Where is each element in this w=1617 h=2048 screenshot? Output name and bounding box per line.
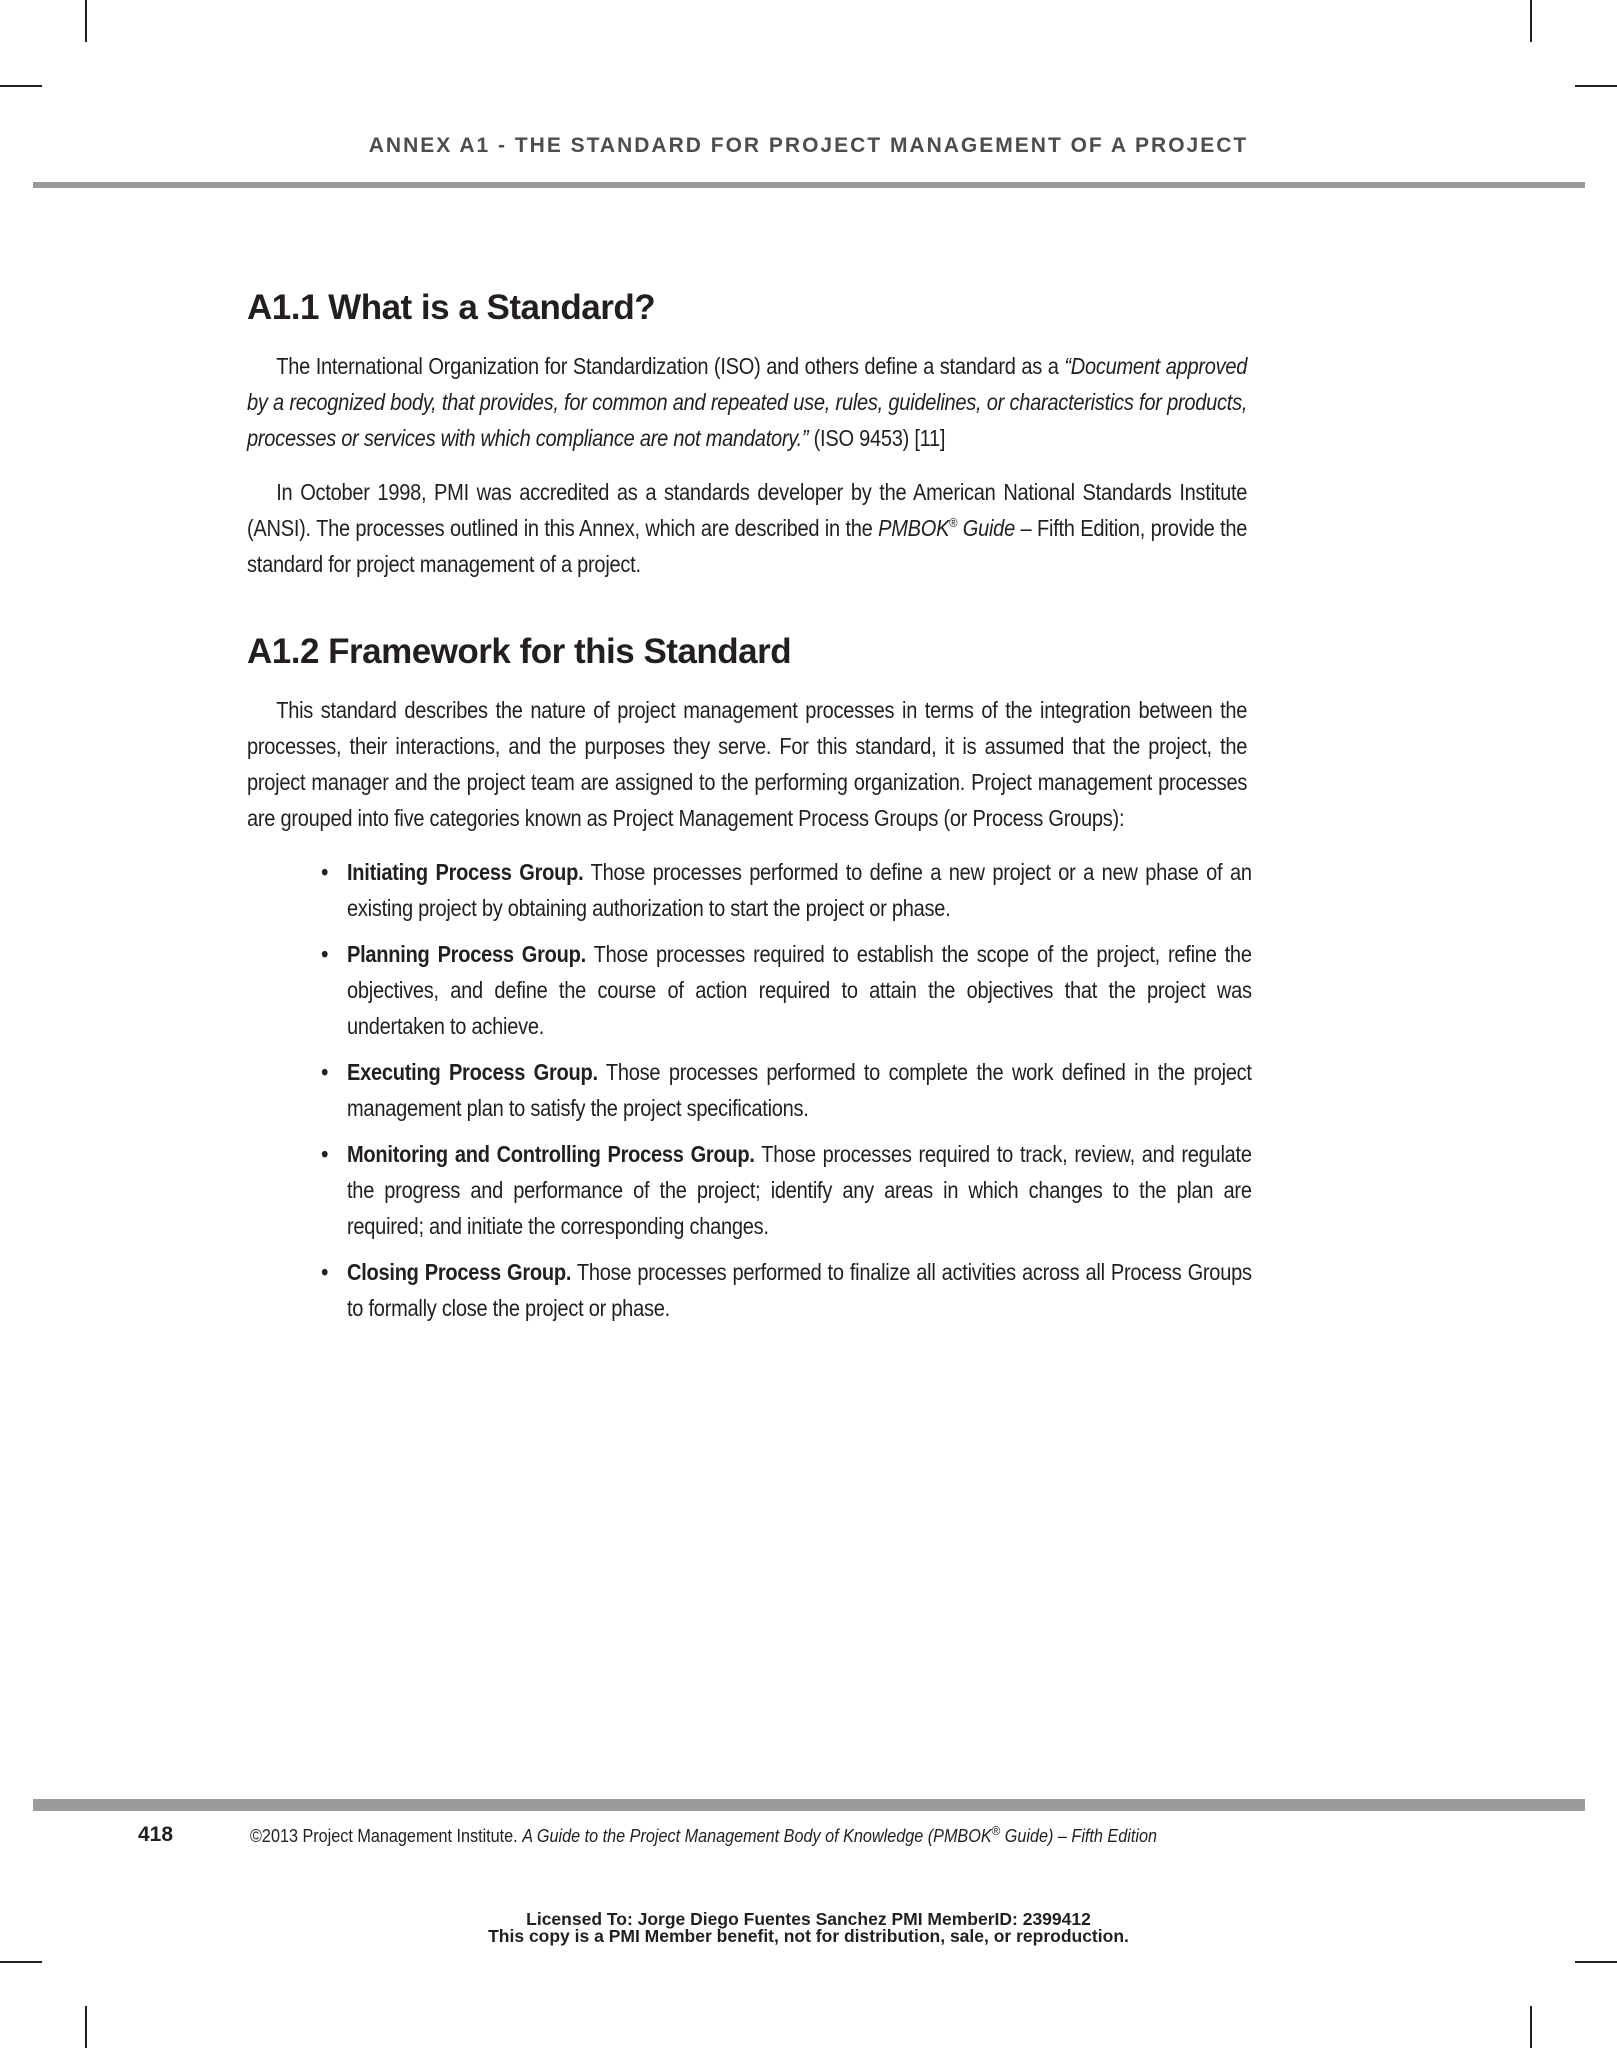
bullet: • (321, 941, 328, 967)
paragraph-text: The International Organization for Standardization (ISO) and others define a standard as a (276, 353, 1065, 379)
bullet: • (321, 859, 328, 885)
list-item-term: Monitoring and Controlling Process Group. (347, 1141, 755, 1167)
list-item-term: Executing Process Group. (347, 1059, 598, 1085)
bullet: • (321, 1059, 328, 1085)
page-body (247, 288, 1407, 1336)
paragraph-framework-intro: This standard describes the nature of project management processes in terms of the integration between the processes, their interactions, and the purposes they serve. For this standard, it is assumed that the project, the project manager and the project team are assigned to the performing organization. Project management processes are grouped into five categories known as Project Management Process Groups (or Process Groups): (247, 697, 1248, 831)
license-line: This copy is a PMI Member benefit, not for distribution, sale, or reproduction. (488, 1926, 1129, 1946)
header-rule (33, 182, 1585, 188)
section-heading-a1-1: A1.1 What is a Standard? (247, 288, 656, 327)
paragraph-text: – Fifth Edition, provide the standard for project management of a project. (247, 515, 1248, 577)
bullet: • (321, 1259, 328, 1285)
iso-quote: “Document approved by a recognized body, that provides, for common and repeated use, rules, guidelines, or characteristics for products, processes or services with which compliance are not mandatory.” (247, 353, 1248, 451)
list-item (321, 1136, 1252, 1244)
crop-mark-bottom-left-vertical (85, 2006, 87, 2048)
crop-mark-top-left-horizontal (0, 85, 42, 87)
list-item-text: Those processes performed to finalize all activities across all Process Groups to formally close the project or phase. (347, 1259, 1252, 1321)
guide-title: Guide (957, 515, 1015, 541)
list-item (321, 1254, 1252, 1326)
paragraph-text: In October 1998, PMI was accredited as a standards developer by the American National Standards Institute (ANSI). The processes outlined in this Annex, which are described in the (247, 479, 1248, 541)
list-item-term: Closing Process Group. (347, 1259, 572, 1285)
list-item-term: Planning Process Group. (347, 941, 586, 967)
list-item-term: Initiating Process Group. (347, 859, 584, 885)
license-line: Licensed To: Jorge Diego Fuentes Sanchez PMI MemberID: 2399412 (526, 1909, 1091, 1929)
license-notice (0, 1911, 1617, 1945)
list-item-text: Those processes performed to complete the work defined in the project management plan to satisfy the project specifications. (347, 1059, 1252, 1121)
copyright-text: ©2013 Project Management Institute. (250, 1826, 523, 1846)
footer-rule (33, 1799, 1585, 1811)
list-item (321, 1054, 1252, 1126)
list-item (321, 854, 1252, 926)
bullet: • (321, 1141, 328, 1167)
section-heading-a1-2: A1.2 Framework for this Standard (247, 632, 792, 671)
paragraph-ansi-accreditation (247, 474, 1247, 582)
registered-mark: ® (949, 515, 958, 531)
crop-mark-top-right-horizontal (1575, 85, 1617, 87)
registered-mark: ® (991, 1823, 1001, 1838)
crop-mark-top-left-vertical (85, 0, 87, 42)
crop-mark-bottom-right-vertical (1530, 2006, 1532, 2048)
list-item (321, 936, 1252, 1044)
book-title-suffix: Guide) – Fifth Edition (1000, 1826, 1157, 1846)
list-item-text: Those processes performed to define a new project or a new phase of an existing project by obtaining authorization to start the project or phase. (347, 859, 1252, 921)
crop-mark-top-right-vertical (1530, 0, 1532, 42)
crop-mark-bottom-left-horizontal (0, 1961, 42, 1963)
book-title: A Guide to the Project Management Body of Knowledge (PMBOK (522, 1826, 992, 1846)
running-head: ANNEX A1 - THE STANDARD FOR PROJECT MANAGEMENT OF A PROJECT (368, 134, 1249, 157)
list-item-text: Those processes required to track, review, and regulate the progress and performance of the project; identify any areas in which changes to the plan are required; and initiate the corresponding changes. (347, 1141, 1252, 1239)
crop-mark-bottom-right-horizontal (1575, 1961, 1617, 1963)
process-group-list (247, 854, 1407, 1326)
page-number: 418 (138, 1823, 174, 1846)
pmbok-title: PMBOK (878, 515, 950, 541)
paragraph-standard-definition (247, 348, 1247, 456)
citation: (ISO 9453) [11] (808, 425, 946, 451)
list-item-text: Those processes required to establish the scope of the project, refine the objectives, and define the course of action required to attain the objectives that the project was undertaken to achieve. (347, 941, 1252, 1039)
copyright-line (250, 1823, 1157, 1847)
